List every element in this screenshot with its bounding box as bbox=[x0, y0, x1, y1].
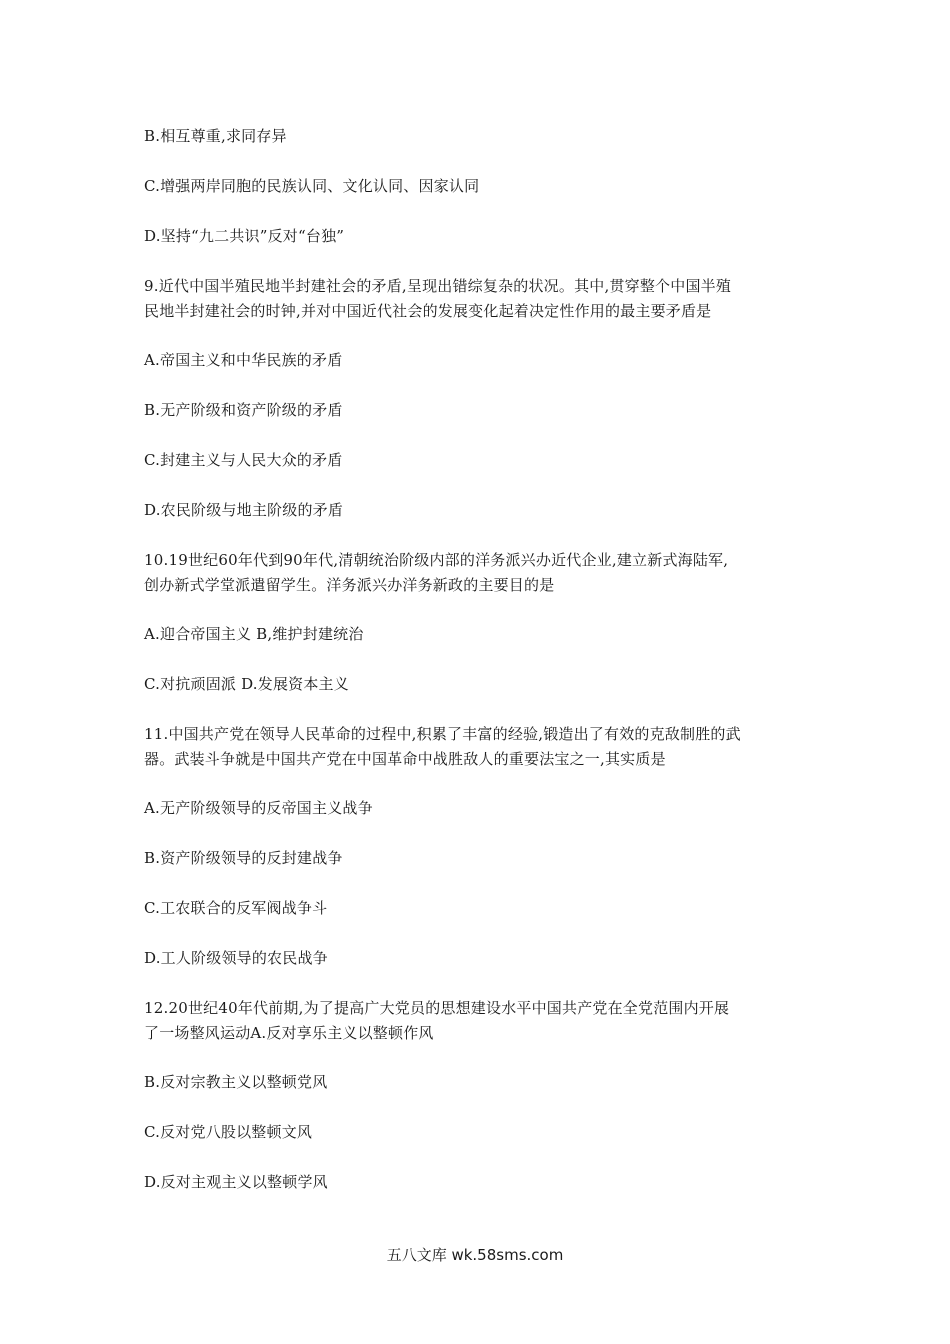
question-11-line-2: 器。武装斗争就是中国共产党在中国革命中战胜敌人的重要法宝之一,其实质是 bbox=[144, 750, 666, 768]
option-b-q8: B.相互尊重,求同存异 bbox=[144, 127, 287, 145]
question-10-line-2: 创办新式学堂派遣留学生。洋务派兴办洋务新政的主要目的是 bbox=[144, 576, 555, 594]
options-ab-q10: A.迎合帝国主义 B,维护封建统治 bbox=[144, 625, 364, 643]
question-12-line-1: 12.20世纪40年代前期,为了提高广大党员的思想建设水平中国共产党在全党范围内开展 bbox=[144, 999, 730, 1017]
option-c-q11: C.工农联合的反军阀战争斗 bbox=[144, 899, 328, 917]
option-a-q9: A.帝国主义和中华民族的矛盾 bbox=[144, 351, 343, 369]
question-12-line-2: 了一场整风运动A.反对享乐主义以整顿作风 bbox=[144, 1024, 434, 1042]
footer-watermark: 五八文库 wk.58sms.com bbox=[386, 1246, 564, 1264]
option-b-q9: B.无产阶级和资产阶级的矛盾 bbox=[144, 401, 343, 419]
option-c-q8: C.增强两岸同胞的民族认同、文化认同、因家认同 bbox=[144, 177, 480, 195]
option-d-q8: D.坚持“九二共识”反对“台独” bbox=[144, 227, 345, 245]
option-d-q12: D.反对主观主义以整顿学风 bbox=[144, 1173, 328, 1191]
options-cd-q10: C.对抗顽固派 D.发展资本主义 bbox=[144, 675, 349, 693]
option-d-q11: D.工人阶级领导的农民战争 bbox=[144, 949, 328, 967]
option-c-q9: C.封建主义与人民大众的矛盾 bbox=[144, 451, 343, 469]
question-11-line-1: 11.中国共产党在领导人民革命的过程中,积累了丰富的经验,锻造出了有效的克敌制胜的武 bbox=[144, 725, 741, 743]
option-a-q11: A.无产阶级领导的反帝国主义战争 bbox=[144, 799, 373, 817]
option-b-q11: B.资产阶级领导的反封建战争 bbox=[144, 849, 343, 867]
option-b-q12: B.反对宗教主义以整顿党风 bbox=[144, 1073, 328, 1091]
question-9-line-2: 民地半封建社会的时钟,并对中国近代社会的发展变化起着决定性作用的最主要矛盾是 bbox=[144, 302, 712, 320]
option-c-q12: C.反对党八股以整顿文风 bbox=[144, 1123, 313, 1141]
question-9-line-1: 9.近代中国半殖民地半封建社会的矛盾,呈现出错综复杂的状况。其中,贯穿整个中国半殖 bbox=[144, 277, 732, 295]
question-10-line-1: 10.19世纪60年代到90年代,清朝统治阶级内部的洋务派兴办近代企业,建立新式海陆军, bbox=[144, 551, 729, 569]
option-d-q9: D.农民阶级与地主阶级的矛盾 bbox=[144, 501, 344, 519]
